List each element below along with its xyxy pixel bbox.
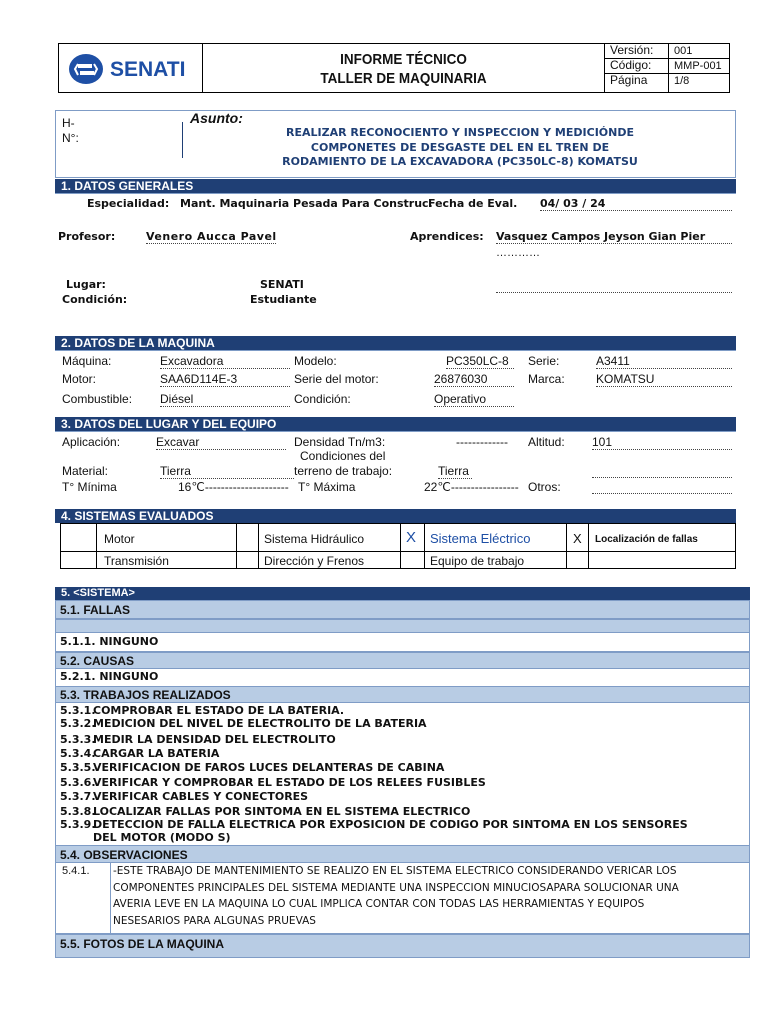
trabajo-text: VERIFICAR CABLES Y CONECTORES [93,790,309,803]
modelo-value: PC350LC-8 [446,354,514,369]
lugar-value: SENATI [260,278,304,291]
causas-item: 5.2.1. NINGUNO [60,670,159,683]
trabajo-item-4 [60,747,219,760]
profesor-value: Venero Aucca Pavel [146,230,277,243]
lugar-label: Lugar: [66,278,106,291]
trabajo-text: CARGAR LA BATERIA [93,747,220,760]
modelo-label: Modelo: [294,354,337,368]
obs-num: 5.4.1. [62,865,90,877]
section-place-bar: 3. DATOS DEL LUGAR Y DEL EQUIPO [55,417,736,431]
trabajo-num: 5.3.8. [60,805,96,818]
tmax-value: 22℃----------------- [424,480,519,494]
maquina-label: Máquina: [62,354,112,368]
serie-label: Serie: [528,354,560,368]
trabajo-num: 5.3.3. [60,733,96,746]
motor-value: SAA6D114E-3 [160,372,290,387]
trabajo-item-9 [60,818,688,831]
obs-line-1: -ESTE TRABAJO DE MANTENIMIENTO SE REALIZO EN EL SISTEMA ELECTRICO CONSIDERANDO VERICAR LOS [113,865,677,877]
system-electrico: Sistema Eléctrico [430,531,531,546]
section-general-bar: 1. DATOS GENERALES [55,179,736,193]
trabajo-item-1 [60,704,344,717]
trabajo-num: 5.3.5. [60,761,96,774]
trabajo-item-7 [60,790,308,803]
system-hidraulico: Sistema Hidráulico [264,532,365,546]
trabajo-text: MEDIR LA DENSIDAD DEL ELECTROLITO [93,733,336,746]
trabajo-item-9-cont: DEL MOTOR (MODO S) [93,831,231,844]
condiciones-label-1: Condiciones del [300,449,386,463]
machine-condicion-value: Operativo [434,392,514,407]
obs-line-2: COMPONENTES PRINCIPALES DEL SISTEMA MEDIANTE UNA INSPECCION MINUCIOSAPARA SOLUCIONAR UNA [113,882,679,894]
tmin-label: T° Mínima [62,480,117,494]
marca-label: Marca: [528,372,565,386]
especialidad-label: Especialidad: [87,197,170,210]
trabajo-item-6 [60,776,486,789]
trabajo-text: VERIFICACION DE FAROS LUCES DELANTERAS DE CABINA [93,761,445,774]
densidad-value: ------------- [456,435,508,449]
asunto-label: Asunto: [190,110,243,126]
fallas-title: 5.1. FALLAS [60,603,131,617]
serie-motor-value: 26876030 [434,372,514,387]
trabajo-text: COMPROBAR EL ESTADO DE LA BATERIA. [93,704,345,717]
maquina-value: Excavadora [160,354,290,369]
trabajo-item-2 [60,717,427,730]
trabajo-text: LOCALIZAR FALLAS POR SINTOMA EN EL SISTEMA ELECTRICO [93,805,471,818]
system-transmision: Transmisión [104,554,169,568]
fallas-item: 5.1.1. NINGUNO [60,635,159,648]
trabajo-item-5 [60,761,444,774]
section-systems-bar: 4. SISTEMAS EVALUADOS [55,509,736,523]
combustible-label: Combustible: [62,392,133,406]
subject-line-1: REALIZAR RECONOCIENTO Y INSPECCION Y MEDICIÓNDE [286,126,634,139]
meta-page-value: 1/8 [674,75,690,87]
trabajo-num: 5.3.9. [60,818,96,831]
fecha-value: 04/ 03 / 24 [540,197,732,211]
trabajo-text: VERIFICAR Y COMPROBAR EL ESTADO DE LOS RELEES FUSIBLES [93,776,486,789]
profesor-label: Profesor: [58,230,116,243]
trabajo-text: DETECCION DE FALLA ELECTRICA POR EXPOSICION DE CODIGO POR SINTOMA EN LOS SENSORES [93,818,688,831]
material-label: Material: [62,464,109,478]
tmin-value: 16℃--------------------- [178,480,289,494]
meta-code-value: MMP-001 [674,60,722,72]
report-title-2: TALLER DE MAQUINARIA [320,70,487,87]
trabajo-num: 5.3.7. [60,790,96,803]
causas-title: 5.2. CAUSAS [60,654,135,668]
altitud-label: Altitud: [528,435,565,449]
system-equipo: Equipo de trabajo [430,554,525,568]
fecha-label: Fecha de Eval. [428,197,518,210]
obs-title: 5.4. OBSERVACIONES [60,848,188,862]
fotos-title: 5.5. FOTOS DE LA MAQUINA [60,937,225,951]
aprendices-value: Vasquez Campos Jeyson Gian Pier [496,230,732,244]
subject-line-3: RODAMIENTO DE LA EXCAVADORA (PC350LC-8) KOMATSU [282,155,638,168]
logo-text: SENATI [110,58,186,81]
condicion-label: Condición: [62,293,128,306]
trabajos-title: 5.3. TRABAJOS REALIZADOS [60,688,231,702]
subject-line-2: COMPONETES DE DESGASTE DEL EN EL TREN DE [310,141,610,154]
trabajo-item-8 [60,805,470,818]
system-direccion: Dirección y Frenos [264,554,365,568]
tmax-label: T° Máxima [298,480,356,494]
machine-condicion-label: Condición: [294,392,351,406]
section-5-bar: 5. <SISTEMA> [55,587,750,600]
altitud-value: 101 [592,435,732,450]
system-electrico-mark: X [406,529,417,546]
serie-motor-label: Serie del motor: [294,372,379,386]
senati-logo-icon [68,52,104,86]
system-localizacion: Localización de fallas [595,534,698,545]
meta-page-label: Página [610,73,648,87]
report-title-1: INFORME TÉCNICO [340,51,467,68]
densidad-label: Densidad Tn/m3: [294,435,386,449]
aprendices-label: Aprendices: [410,230,484,243]
condiciones-label-2: terreno de trabajo: [294,464,393,478]
system-localizacion-mark: X [573,531,582,546]
system-motor: Motor [104,532,135,546]
serie-value: A3411 [596,354,732,369]
especialidad-value: Mant. Maquinaria Pesada Para Construc. [180,197,433,210]
hn-label: H- [62,116,75,130]
hn-label-2: N°: [62,131,79,145]
condiciones-value: Tierra [438,464,472,479]
trabajo-text: MEDICION DEL NIVEL DE ELECTROLITO DE LA BATERIA [93,717,427,730]
motor-label: Motor: [62,372,97,386]
obs-line-3: AVERIA LEVE EN LA MAQUINA LO CUAL IMPLICA CONTAR CON TODAS LAS HERRAMIENTAS Y EQUIPOS [113,898,645,910]
lugar-dotted-line [496,280,732,293]
condicion-value: Estudiante [250,293,317,306]
trabajo-num: 5.3.6. [60,776,96,789]
trabajo-item-3 [60,733,336,746]
aprendices-dots: ………… [496,247,540,259]
marca-value: KOMATSU [596,372,732,387]
section-machine-bar: 2. DATOS DE LA MAQUINA [55,336,736,350]
trabajo-num: 5.3.1. [60,704,96,717]
trabajo-num: 5.3.4. [60,747,96,760]
material-value: Tierra [160,464,294,479]
meta-version-label: Versión: [610,43,654,57]
senati-logo [68,52,198,86]
aplicacion-label: Aplicación: [62,435,121,449]
trabajo-num: 5.3.2. [60,717,96,730]
otros-dotted [592,480,732,494]
meta-code-label: Código: [610,58,652,72]
otros-label: Otros: [528,480,561,494]
obs-line-4: NESESARIOS PARA ALGUNAS PRUEVAS [113,915,316,927]
meta-version-value: 001 [674,45,693,57]
combustible-value: Diésel [160,392,290,407]
place-dotted-right [592,464,732,478]
aplicacion-value: Excavar [156,435,286,450]
